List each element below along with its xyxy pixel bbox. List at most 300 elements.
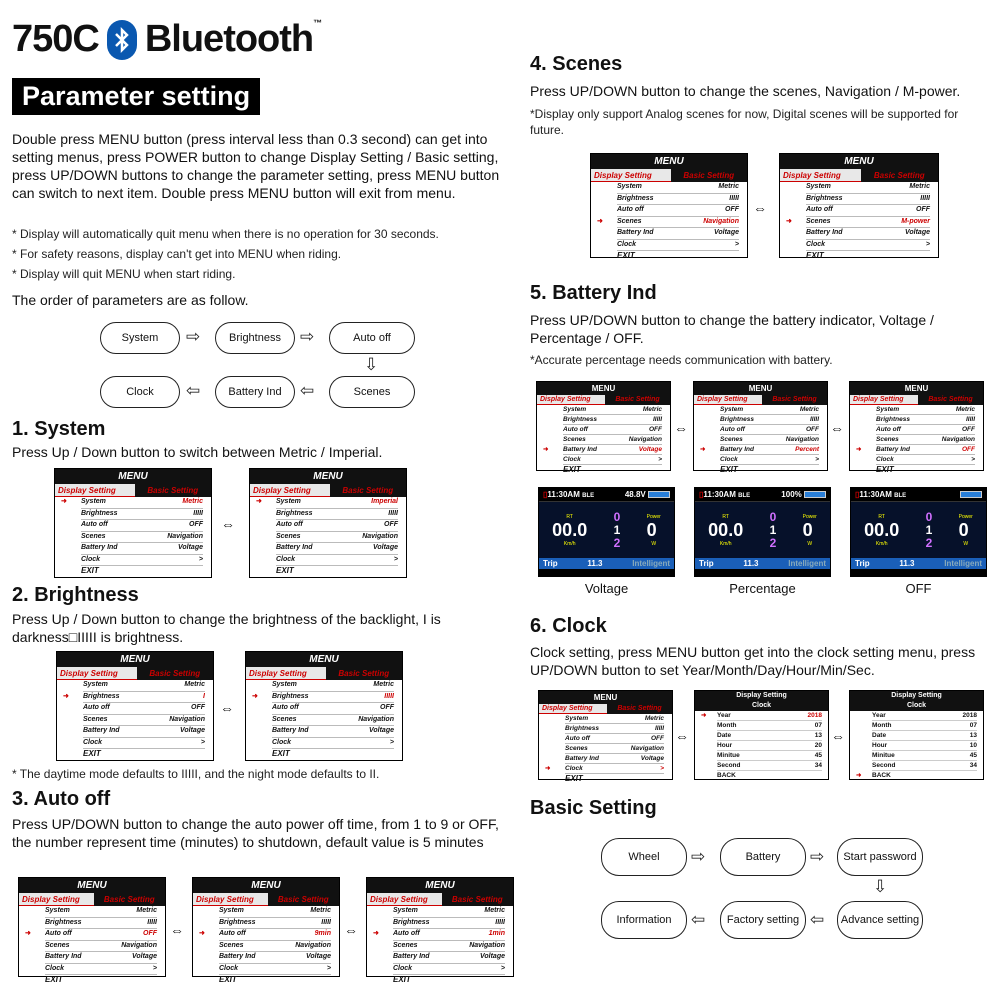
menu-row[interactable] [83,703,205,715]
menu-row-label: Auto off [806,206,833,213]
tab-basic-setting[interactable]: Basic Setting [268,893,340,906]
menu-exit[interactable]: EXIT [876,465,894,474]
menu-row[interactable] [83,680,205,692]
menu-row-value: > [815,456,819,463]
menu-row[interactable] [806,182,930,194]
menu-row-label: System [81,498,106,505]
flow-scenes: Scenes [329,376,415,408]
menu-row[interactable] [720,415,819,425]
menu-row[interactable] [219,952,331,964]
note-1: * Display will automatically quit menu when there is no operation for 30 seconds. [12,227,439,241]
clock-row-value: 45 [814,752,822,759]
menu-row-value: Navigation [941,436,975,443]
clock-row[interactable] [872,741,977,751]
double-arrow-icon: ⇔ [830,420,844,436]
menu-row[interactable] [876,405,975,415]
menu-row-label: Battery Ind [45,953,82,960]
clock-row-label: Hour [872,742,888,749]
menu-row-label: Battery Ind [876,446,910,453]
battery-value: 48.8V [624,490,646,499]
tab-basic-setting[interactable]: Basic Setting [671,169,748,182]
clock-icon: ▯ [855,490,860,499]
selection-arrow-icon: ➜ [199,930,205,937]
menu-row-label: Battery Ind [219,953,256,960]
menu-row[interactable] [563,415,662,425]
menu-row-value: Voltage [179,727,205,734]
menu-row-label: Clock [720,456,738,463]
menu-row-value: Voltage [638,446,662,453]
arrow-left-icon: ⇦ [810,910,825,929]
menu-row[interactable] [45,964,157,976]
menu-row[interactable] [563,405,662,415]
menu-screen [249,468,407,578]
menu-row[interactable] [876,415,975,425]
tab-display-setting[interactable]: Display Setting [694,395,762,405]
tab-display-setting[interactable]: Display Setting [539,704,607,714]
menu-row-label: Auto off [272,704,299,711]
assist-gear: 0 1 2 [613,509,621,550]
menu-row-value: Voltage [904,229,930,236]
section-scenes-text: Press UP/DOWN button to change the scenes, Navigation / M-power. [530,83,961,99]
menu-exit[interactable]: EXIT [81,566,99,575]
menu-row-label: System [272,681,297,688]
tab-basic-setting[interactable]: Basic Setting [326,667,403,680]
double-arrow-icon: ⇔ [221,516,235,532]
menu-row-label: Clock [563,456,581,463]
menu-row-label: Brightness [563,416,597,423]
dash-speed: 00.0 [708,519,744,540]
menu-row-value: Voltage [713,229,739,236]
arrow-down-icon: ⇩ [364,355,379,374]
menu-row-value: Navigation [169,715,205,723]
clock-row[interactable] [717,761,822,771]
section-system-title: 1. System [12,418,106,440]
menu-row-value: OFF [916,206,930,213]
menu-row-label: Scenes [272,715,297,723]
menu-row-value: Navigation [167,532,203,540]
menu-row[interactable] [563,455,662,465]
arrow-down-icon: ⇩ [873,877,888,896]
menu-row-value: Voltage [131,953,157,960]
menu-row[interactable] [45,952,157,964]
menu-row-label: Auto off [720,426,745,433]
menu-row-label: System [83,681,108,688]
menu-row[interactable] [81,532,203,544]
menu-row-value: IIIII [495,918,505,926]
menu-row-label: Scenes [563,436,586,443]
menu-row[interactable] [597,217,739,229]
menu-row[interactable] [393,964,505,976]
menu-row-label: Clock [45,964,65,972]
menu-row[interactable] [786,217,930,229]
menu-row-label: Scenes [83,715,108,723]
menu-row[interactable] [720,425,819,435]
menu-row-label: Auto off [83,704,110,711]
menu-screen [56,651,214,761]
menu-exit[interactable]: EXIT [720,465,738,474]
menu-row[interactable] [272,680,394,692]
menu-row-label: Auto off [617,206,644,213]
menu-row-label: Brightness [565,725,599,732]
menu-row-value: OFF [143,930,157,937]
menu-row-value: Metric [644,715,664,722]
menu-row[interactable] [199,929,331,941]
selection-arrow-icon: ➜ [786,217,792,225]
menu-exit[interactable]: EXIT [565,774,583,783]
menu-row-value: Metric [718,183,739,190]
tab-basic-setting[interactable]: Basic Setting [762,395,827,405]
menu-row-label: Auto off [876,426,901,433]
menu-row-label: Battery Ind [81,544,118,551]
menu-row-value: OFF [649,426,662,433]
menu-screen [779,153,939,258]
assist-gear: 0 1 2 [925,509,933,550]
tab-display-setting[interactable]: Display Setting [780,169,861,182]
menu-row-label: Auto off [563,426,588,433]
dash-trip-bar: Trip 11.3 Intelligent [539,558,674,569]
menu-row[interactable] [63,692,205,704]
menu-row-label: Battery Ind [83,727,120,734]
menu-row-value: OFF [725,206,739,213]
intro-text: Double press MENU button (press interval less than 0.3 second) can get into setting menus, press POWER button to change Display Setting / Basic setting, press UP/DOWN buttons to change the parameter setting, press MENU button can switch to next item. Double press MENU button will exit from menu. [12,131,500,201]
menu-row[interactable] [720,455,819,465]
menu-row[interactable] [45,918,157,930]
menu-title: MENU [193,878,339,893]
menu-screen [245,651,403,761]
clock-row-value: 34 [814,762,822,769]
menu-row[interactable] [545,764,664,774]
menu-row[interactable] [617,205,739,217]
brightness-note: * The daytime mode defaults to IIIII, and the night mode defaults to II. [12,767,380,781]
clock-row[interactable] [872,761,977,771]
clock-row-label: Minitue [872,752,895,759]
double-arrow-icon: ⇔ [674,420,688,436]
menu-row[interactable] [543,445,662,455]
menu-row[interactable] [806,240,930,252]
menu-row-label: Brightness [83,692,120,700]
menu-exit[interactable]: EXIT [563,465,581,474]
menu-row-value: M-power [901,217,930,225]
clock-row-value: 34 [969,762,977,769]
menu-exit[interactable]: EXIT [276,566,294,575]
menu-row-label: Brightness [720,416,754,423]
tab-display-setting[interactable]: Display Setting [537,395,605,405]
menu-row[interactable] [219,941,331,953]
menu-row[interactable] [565,714,664,724]
menu-row-label: Clock [272,738,292,746]
selection-arrow-icon: ➜ [701,712,707,719]
menu-row-value: > [198,555,203,563]
tab-basic-setting[interactable]: Basic Setting [135,484,212,497]
menu-row-label: Battery Ind [276,544,313,551]
menu-row[interactable] [720,435,819,445]
clock-back[interactable]: ➜ BACK [856,772,891,779]
menu-row-value: I [203,692,205,700]
tab-basic-setting[interactable]: Basic Setting [137,667,214,680]
clock-menu [849,690,984,780]
dash-status-bar: ▯11:30AM BLE 100% [695,488,830,502]
clock-row-label: Second [717,762,741,769]
menu-row-label: Scenes [276,532,301,540]
menu-row-value: IIIII [809,416,819,423]
selection-arrow-icon: ➜ [252,692,258,700]
menu-screen [366,877,514,984]
menu-row-label: Scenes [393,941,418,949]
order-text: The order of parameters are as follow. [12,292,249,308]
menu-row[interactable] [81,509,203,521]
bluetooth-icon [107,20,137,60]
battery-value: 100% [781,490,802,499]
menu-row[interactable] [876,425,975,435]
menu-row-value: Navigation [469,941,505,949]
tab-basic-setting[interactable]: Basic Setting [605,395,670,405]
menu-row-label: System [720,406,744,413]
flow-factory-setting: Factory setting [720,901,806,939]
menu-row[interactable] [876,435,975,445]
note-3: * Display will quit MENU when start riding. [12,267,236,281]
dash-time: 11:30AM [703,490,736,499]
menu-screen [849,381,984,474]
menu-row-label: Brightness [617,194,654,202]
menu-row-label: Battery Ind [720,446,754,453]
double-arrow-icon: ⇔ [220,700,234,716]
menu-row[interactable] [720,405,819,415]
menu-row[interactable] [393,906,505,918]
double-arrow-icon: ⇔ [170,922,184,938]
tab-basic-setting[interactable]: Basic Setting [918,395,983,405]
menu-row-label: Clock [617,240,637,248]
menu-row[interactable] [563,425,662,435]
menu-row[interactable] [81,520,203,532]
menu-row-label: Auto off [565,735,590,742]
flow-battery-ind: Battery Ind [215,376,295,408]
menu-row-label: System [565,715,589,722]
menu-row-value: IIIII [965,416,975,423]
menu-row-value: > [393,555,398,563]
menu-title: MENU [57,652,213,667]
menu-row[interactable] [25,929,157,941]
menu-row[interactable] [856,445,975,455]
section-auto-off-title: 3. Auto off [12,788,111,810]
clock-row[interactable] [717,721,822,731]
menu-exit[interactable]: EXIT [806,251,824,260]
clock-row[interactable] [872,731,977,741]
menu-row[interactable] [617,240,739,252]
menu-row[interactable] [252,692,394,704]
flow-advance-setting: Advance setting [837,901,923,939]
tab-display-setting[interactable]: Display Setting [57,667,137,680]
menu-row-value: Navigation [121,941,157,949]
clock-row-value: 13 [814,732,822,739]
tab-basic-setting[interactable]: Basic Setting [442,893,514,906]
section-battery-title: 5. Battery Ind [530,282,657,304]
menu-row[interactable] [617,228,739,240]
menu-row[interactable] [81,555,203,567]
menu-row-label: Brightness [81,509,118,517]
battery-icon [648,491,670,498]
menu-row-value: 9min [314,930,331,937]
menu-row-value: IIIII [729,194,739,202]
menu-row[interactable] [219,918,331,930]
menu-row-value: Metric [184,681,205,688]
arrow-left-icon: ⇦ [300,381,315,400]
clock-row[interactable] [717,741,822,751]
menu-row[interactable] [617,182,739,194]
tab-basic-setting[interactable]: Basic Setting [330,484,407,497]
menu-row-label: Auto off [276,521,303,528]
menu-row[interactable] [272,726,394,738]
clock-title: Display Setting Clock [850,691,983,711]
menu-exit[interactable]: EXIT [83,749,101,758]
menu-row-value: IIIII [920,194,930,202]
menu-row[interactable] [272,703,394,715]
menu-row[interactable] [617,194,739,206]
menu-row-label: Brightness [45,918,82,926]
caption-percentage: Percentage [729,581,796,596]
menu-row[interactable] [563,435,662,445]
menu-row[interactable] [806,194,930,206]
menu-row[interactable] [272,738,394,750]
menu-row[interactable] [565,724,664,734]
menu-exit[interactable]: EXIT [219,975,237,984]
menu-row-label: Auto off [219,930,246,937]
clock-row-value: 10 [969,742,977,749]
menu-row-label: Scenes [876,436,899,443]
clock-row-label: Year [872,712,886,719]
menu-row[interactable] [565,734,664,744]
section-battery-text: Press UP/DOWN button to change the battery indicator, Voltage / Percentage / OFF. [530,312,934,346]
clock-row-label: Second [872,762,896,769]
menu-row[interactable] [700,445,819,455]
assist-gear: 0 1 2 [769,509,777,550]
menu-row[interactable] [219,906,331,918]
menu-row-value: OFF [962,426,975,433]
selection-arrow-icon: ➜ [545,765,551,772]
menu-row[interactable] [219,964,331,976]
clock-back[interactable]: BACK [717,772,736,779]
menu-row[interactable] [565,744,664,754]
menu-row[interactable] [272,715,394,727]
menu-row[interactable] [806,228,930,240]
selection-arrow-icon: ➜ [543,446,549,453]
menu-row[interactable] [256,497,398,509]
menu-row-value: > [658,456,662,463]
clock-icon: ▯ [699,490,704,499]
clock-row[interactable] [872,721,977,731]
tab-display-setting[interactable]: Display Setting [591,169,671,182]
tab-display-setting[interactable]: Display Setting [850,395,918,405]
menu-row-value: > [500,964,505,972]
menu-row-value: OFF [962,446,975,453]
menu-row[interactable] [393,918,505,930]
menu-row[interactable] [276,532,398,544]
menu-row[interactable] [83,726,205,738]
menu-exit[interactable]: EXIT [272,749,290,758]
tab-display-setting[interactable]: Display Setting [19,893,94,906]
tab-display-setting[interactable]: Display Setting [55,484,135,497]
menu-row[interactable] [45,906,157,918]
menu-row[interactable] [276,509,398,521]
tab-display-setting[interactable]: Display Setting [250,484,330,497]
menu-row[interactable] [81,543,203,555]
menu-row-value: IIIII [321,918,331,926]
menu-row[interactable] [876,455,975,465]
menu-exit[interactable]: EXIT [617,251,635,260]
menu-title: MENU [539,691,672,704]
dash-time: 11:30AM [547,490,580,499]
menu-row-label: Scenes [720,436,743,443]
menu-row-value: Voltage [640,755,664,762]
tab-display-setting[interactable]: Display Setting [246,667,326,680]
menu-row[interactable] [276,520,398,532]
dash-status-bar: ▯11:30AM BLE [851,488,986,502]
menu-title: MENU [537,382,670,395]
clock-row[interactable] [872,711,977,721]
tab-display-setting[interactable]: Display Setting [367,893,442,906]
note-2: * For safety reasons, display can't get into MENU when riding. [12,247,342,261]
menu-row[interactable] [61,497,203,509]
clock-row-label: Month [872,722,892,729]
menu-row-value: Voltage [177,544,203,551]
tab-basic-setting[interactable]: Basic Setting [94,893,166,906]
selection-arrow-icon: ➜ [25,930,31,937]
tab-basic-setting[interactable]: Basic Setting [861,169,939,182]
dash-power: 0 [646,519,657,540]
menu-exit[interactable]: EXIT [45,975,63,984]
menu-screen [693,381,828,474]
menu-row[interactable] [276,543,398,555]
menu-row-label: Brightness [393,918,430,926]
clock-row-label: Date [717,732,732,739]
menu-row[interactable] [373,929,505,941]
menu-row-label: System [563,406,587,413]
menu-row-label: System [617,183,642,190]
menu-row[interactable] [393,941,505,953]
clock-row[interactable] [872,751,977,761]
menu-row-label: Battery Ind [563,446,597,453]
section-clock-title: 6. Clock [530,615,607,637]
menu-row-value: Voltage [368,727,394,734]
tab-basic-setting[interactable]: Basic Setting [607,704,672,714]
dashboard-voltage [538,487,675,577]
menu-title: MENU [850,382,983,395]
clock-row[interactable] [701,711,822,721]
clock-row[interactable] [717,731,822,741]
menu-row[interactable] [276,555,398,567]
menu-row[interactable] [393,952,505,964]
menu-row-value: Navigation [295,941,331,949]
menu-row[interactable] [565,754,664,764]
menu-row-label: Auto off [45,930,72,937]
menu-row-label: Brightness [219,918,256,926]
menu-row-value: IIIII [652,416,662,423]
menu-row-value: Metric [909,183,930,190]
clock-row[interactable] [717,751,822,761]
menu-row-value: > [925,240,930,248]
menu-row[interactable] [806,205,930,217]
menu-row[interactable] [83,738,205,750]
dash-main: RT 00.0 Km/h 0 1 2 Power 0 W [695,502,830,558]
tab-display-setting[interactable]: Display Setting [193,893,268,906]
menu-row[interactable] [45,941,157,953]
menu-row[interactable] [83,715,205,727]
arrow-left-icon: ⇦ [691,910,706,929]
menu-exit[interactable]: EXIT [393,975,411,984]
menu-row-value: OFF [651,735,664,742]
flow-information: Information [601,901,687,939]
clock-row-value: 2018 [807,712,822,719]
menu-row-value: Imperial [371,498,398,505]
